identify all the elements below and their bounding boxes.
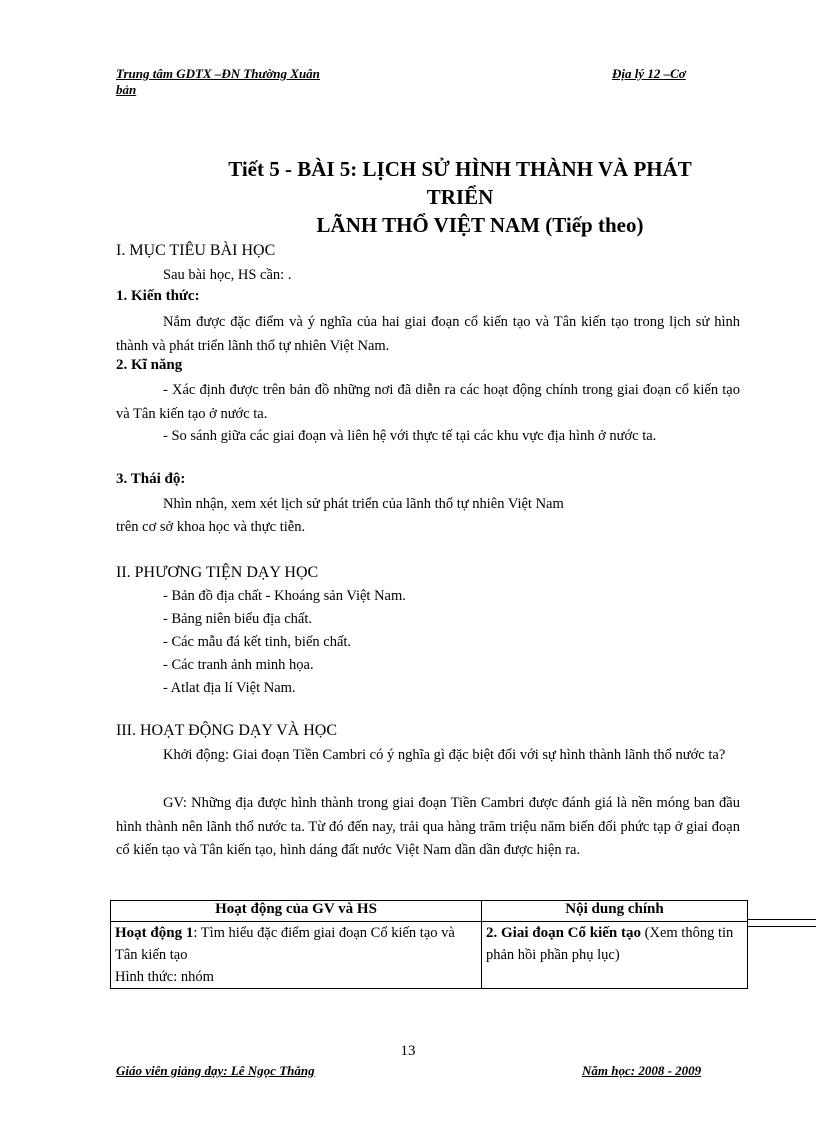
skill-2: - So sánh giữa các giai đoạn và liên hệ với thực tế tại các khu vực địa hình ở nước ta.	[163, 428, 657, 444]
activity-label: Hoạt động 1	[115, 925, 194, 941]
table-border-extension	[748, 919, 816, 920]
footer-year: Năm học: 2008 - 2009	[582, 1063, 702, 1078]
activity-form: Hình thức: nhóm	[115, 969, 214, 985]
table-cell-activity	[111, 922, 482, 989]
teacher-paragraph: GV: Những địa được hình thành trong giai đoạn Tiền Cambri được đánh giá là nền móng ban đầu hình thành nên lãnh thổ nước ta. Từ đó đến nay, trải qua hàng trăm triệu năm biến đổi phức tạp ở giai đoạn cổ kiến tạo và Tân kiến tạo, hình dáng đất nước Việt Nam dần dần được hiện ra.	[116, 795, 740, 858]
section1-heading: I. MỤC TIÊU BÀI HỌC	[116, 242, 276, 259]
header-left-line2: bản	[116, 82, 137, 97]
skills-heading: 2. Kĩ năng	[116, 357, 183, 373]
warmup-paragraph: Khởi động: Giai đoạn Tiền Cambri có ý nghĩa gì đặc biệt đối với sự hình thành lãnh thổ nước ta?	[163, 747, 726, 763]
header-left-line1: Trung tâm GDTX –ĐN Thường Xuân	[116, 66, 320, 81]
content-label: 2. Giai đoạn Cổ kiến tạo	[486, 925, 642, 941]
page-number: 13	[400, 1043, 416, 1059]
attitude-line2: trên cơ sở khoa học và thực tiễn.	[116, 519, 306, 535]
activity-table	[110, 900, 750, 989]
equipment-item: - Bản đồ địa chất - Khoáng sản Việt Nam.	[163, 588, 406, 604]
section3-heading: III. HOẠT ĐỘNG DẠY VÀ HỌC	[116, 722, 338, 739]
title-line2: TRIỂN	[426, 185, 494, 209]
attitude-line1: Nhìn nhận, xem xét lịch sử phát triển của lãnh thổ tự nhiên Việt Nam	[163, 496, 564, 512]
equipment-item: - Atlat địa lí Việt Nam.	[163, 680, 296, 696]
section2-heading: II. PHƯƠNG TIỆN DẠY HỌC	[116, 564, 319, 581]
table-border-extension	[748, 926, 816, 927]
table-header-activities: Hoạt động của GV và HS	[111, 901, 482, 922]
table-cell-content	[482, 922, 748, 989]
skill-1: - Xác định được trên bản đồ những nơi đã diễn ra các hoạt động chính trong giai đoạn cổ kiến tạo và Tân kiến tạo ở nước ta.	[116, 382, 740, 422]
activity-text: : Tìm hiểu đặc điểm giai đoạn Cổ kiến tạo và Tân kiến tạo	[115, 925, 455, 963]
equipment-item: - Các tranh ảnh minh họa.	[163, 657, 314, 673]
section1-intro: Sau bài học, HS cần: .	[163, 267, 292, 283]
title-line3: LÃNH THỔ VIỆT NAM (Tiếp theo)	[316, 213, 644, 237]
attitude-heading: 3. Thái độ:	[116, 471, 186, 487]
knowledge-text: Nắm được đặc điểm và ý nghĩa của hai giai đoạn cổ kiến tạo và Tân kiến tạo trong lịch sử hình thành và phát triển lãnh thổ tự nhiên Việt Nam.	[116, 314, 740, 354]
title-line1: Tiết 5 - BÀI 5: LỊCH SỬ HÌNH THÀNH VÀ PHÁT	[228, 157, 692, 181]
footer-teacher: Giáo viên giảng dạy: Lê Ngọc Thắng	[116, 1063, 315, 1078]
knowledge-heading: 1. Kiến thức:	[116, 288, 200, 304]
equipment-item: - Bảng niên biểu địa chất.	[163, 611, 312, 627]
table-header-content: Nội dung chính	[482, 901, 748, 922]
equipment-item: - Các mẫu đá kết tinh, biến chất.	[163, 634, 352, 650]
content-text: (Xem thông tin phản hồi phần phụ lục)	[486, 925, 734, 963]
header-right: Địa lý 12 –Cơ	[612, 66, 686, 81]
